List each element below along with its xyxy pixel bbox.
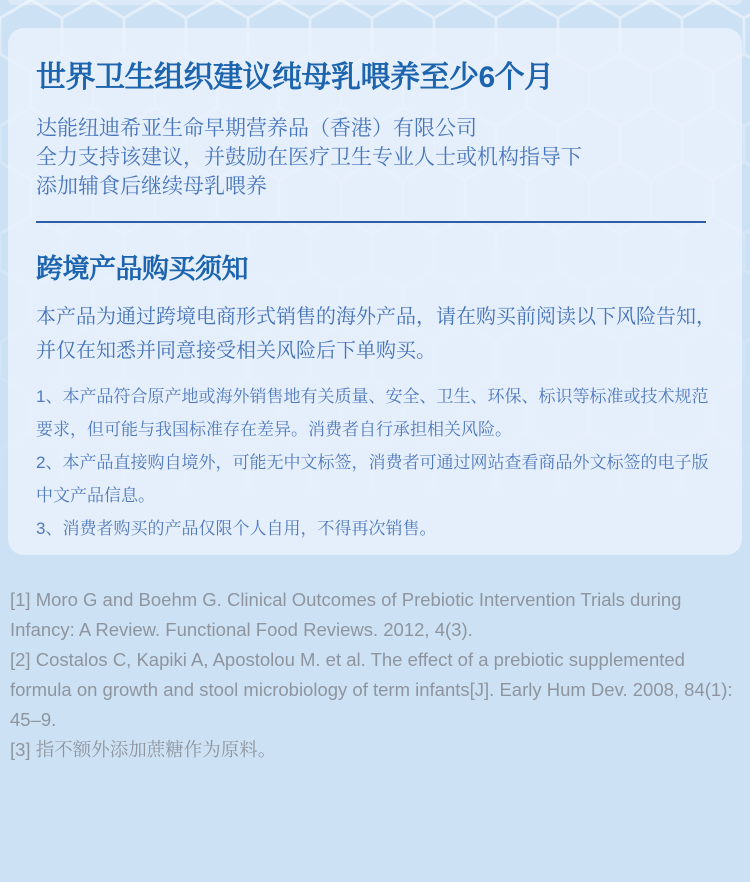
risk-notice-item-1: 1、本产品符合原产地或海外销售地有关质量、安全、卫生、环保、标识等标准或技术规范要求，但可能与我国标准存在差异。消费者自行承担相关风险。 [36, 387, 709, 439]
continue-breastfeeding-line: 添加辅食后继续母乳喂养 [36, 175, 267, 198]
reference-item-3: [3] 指不额外添加蔗糖作为原料。 [10, 739, 277, 760]
risk-notice-list [36, 380, 724, 545]
notice-card [8, 28, 742, 555]
risk-notice-item-3: 3、消费者购买的产品仅限个人自用，不得再次销售。 [36, 519, 437, 538]
breastfeeding-recommendation-title: 世界卫生组织建议纯母乳喂养至少6个月 [36, 61, 554, 94]
previous-card-bottom-edge [8, 0, 742, 5]
company-name-line: 达能纽迪希亚生命早期营养品（香港）有限公司 [36, 117, 477, 140]
reference-item-2: [2] Costalos C, Kapiki A, Apostolou M. et al. The effect of a prebiotic supplemented formula on growth and stool microbiology of term infants[J]. Early Hum Dev. 2008, 84(1): 45–9. [10, 649, 733, 730]
reference-list [10, 585, 746, 765]
section-divider [36, 221, 706, 223]
cross-border-notice-intro: 本产品为通过跨境电商形式销售的海外产品，请在购买前阅读以下风险告知，并仅在知悉并同意接受相关风险后下单购买。 [36, 306, 716, 362]
notice-card-content [8, 28, 742, 545]
support-statement-line: 全力支持该建议，并鼓励在医疗卫生专业人士或机构指导下 [36, 146, 582, 169]
cross-border-notice-title: 跨境产品购买须知 [36, 254, 248, 284]
reference-item-1: [1] Moro G and Boehm G. Clinical Outcomes of Prebiotic Intervention Trials during Infancy: A Review. Functional Food Reviews. 2012, 4(3). [10, 589, 682, 640]
breastfeeding-recommendation-text [36, 114, 714, 201]
risk-notice-item-2: 2、本产品直接购自境外，可能无中文标签，消费者可通过网站查看商品外文标签的电子版中文产品信息。 [36, 453, 709, 505]
